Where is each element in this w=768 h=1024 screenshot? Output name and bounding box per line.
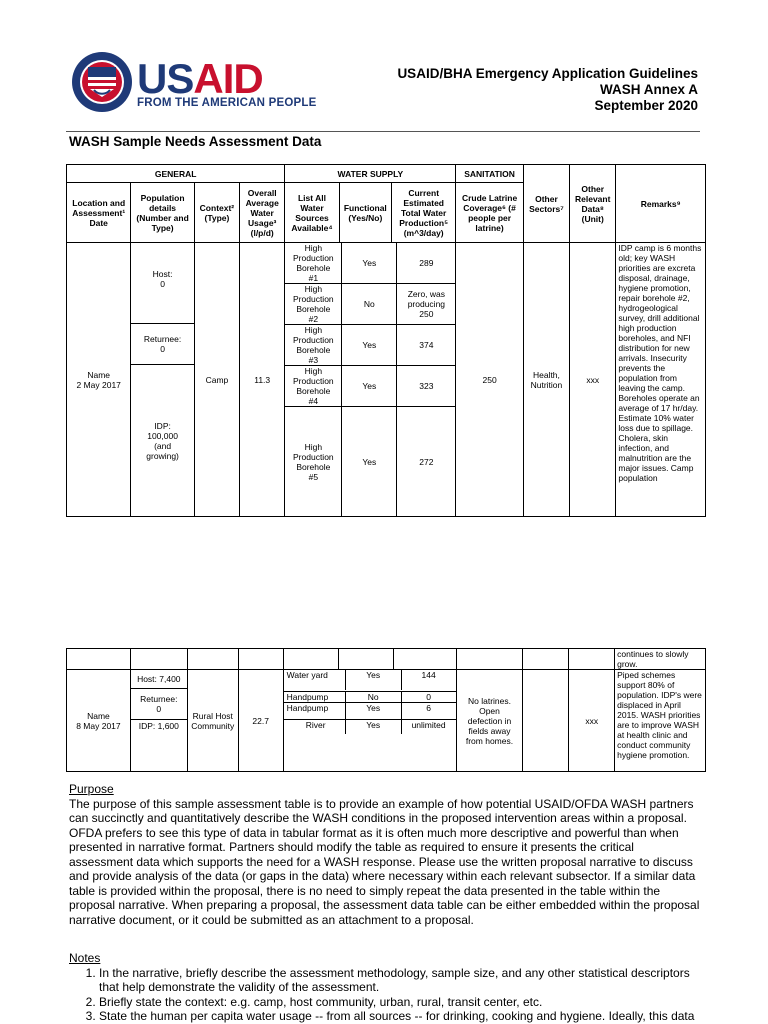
population-idp-2: IDP: 1,600 [131, 719, 187, 732]
cell-other-sectors [523, 243, 569, 517]
header-text [397, 66, 698, 114]
header-line-3: September 2020 [594, 98, 698, 113]
source-functional: Yes [346, 670, 402, 690]
source-functional: Yes [342, 366, 397, 406]
context-value-2: Rural Host Community [191, 710, 235, 731]
population-returnee-2: Returnee: 0 [131, 688, 187, 719]
latrine-value-2: No latrines. Open defection in fields away from homes. [465, 695, 514, 746]
col-production: Current Estimated Total Water Production⁵ (m^3/day) [391, 183, 455, 243]
cell-context-2 [187, 670, 238, 772]
source-row [285, 324, 455, 365]
source-functional: Yes [346, 720, 402, 734]
population-idp: IDP: 100,000 (and growing) [131, 364, 193, 516]
col-location: Location and Assessment¹ Date [67, 183, 131, 243]
page-header [0, 0, 768, 130]
notes-list [69, 966, 701, 1024]
empty-cell [456, 649, 523, 670]
remarks-text: IDP camp is 6 months old; key WASH priorities are excreta disposal, drainage, hygiene promotion, repair borehole #2, hydrogeological survey, drill additional high production boreholes, and NFI distribution for new arrivals. Insecurity prevents the population from leaving the camp. Boreholes operate an average of 17 hr/day. Estimate 10% water loss due to spillage. Cholera, skin infection, and malnutrition are the major issues. Camp population [618, 243, 702, 483]
source-production: 0 [426, 692, 431, 702]
source-row [285, 283, 455, 324]
usaid-seal-icon [71, 51, 133, 113]
source-row [285, 243, 455, 283]
empty-cell [393, 649, 456, 670]
header-line-2: WASH Annex A [599, 82, 698, 97]
notes-heading: Notes [69, 951, 101, 965]
col-latrine: Crude Latrine Coverage⁶ (# people per latrine) [456, 183, 523, 243]
col-other-data: Other Relevant Data⁸ (Unit) [570, 165, 616, 243]
source-functional: Yes [342, 243, 397, 283]
source-name: Handpump [284, 703, 346, 719]
cell-water-usage-2: 22.7 [238, 670, 283, 772]
source-production: 374 [419, 340, 434, 350]
source-row [284, 702, 456, 719]
usaid-logo: USAID [137, 55, 263, 102]
source-row [285, 406, 455, 516]
purpose-paragraph: The purpose of this sample assessment table is to provide an example of how potential USAID/OFDA WASH partners can succinctly and quantitatively describe the WASH conditions in the proposed intervention areas within a proposal. OFDA prefers to see this type of data in tabular format as it is often much more descriptive and powerful than when presented in narrative format. Partners should modify the table as required to ensure it presents the critical assessment data which supports the need for a WASH response. Please use the written proposal narrative to discuss and provide analysis of the data (or gaps in the data) where necessary within each relevant subsector. If a similar data table is provided within the proposal, there is no need to simply repeat the data presented in the table within the proposal narrative. When preparing a proposal, the assessment data table can be either embedded within the proposal narrative document, or it could be submitted as an attachment to a proposal. [69, 796, 700, 927]
cell-location-2 [67, 670, 131, 772]
empty-cell [569, 649, 615, 670]
cell-sources-group [285, 243, 456, 517]
empty-cell [283, 649, 338, 670]
empty-cell [187, 649, 238, 670]
assessment-table-2 [66, 648, 706, 772]
col-sources: List All Water Sources Available⁴ [285, 183, 339, 243]
group-sanitation: SANITATION [456, 165, 523, 183]
location-value-2: Name 8 May 2017 [76, 710, 121, 731]
source-functional: Yes [342, 325, 397, 365]
cell-latrine-2 [456, 670, 523, 772]
source-production: 144 [421, 670, 436, 680]
note-item: 2. Briefly state the context: e.g. camp, host community, urban, rural, transit center, etc. [99, 995, 701, 1010]
source-row [285, 365, 455, 406]
assessment-table-1 [66, 164, 706, 517]
source-functional: Yes [342, 407, 397, 516]
col-water-usage: Overall Average Water Usage³ (l/p/d) [240, 183, 285, 243]
note-item: 1. In the narrative, briefly describe the assessment methodology, sample size, and any other statistical descriptors that help demonstrate the validity of the assessment. [99, 966, 701, 995]
source-name: High Production Borehole #5 [285, 407, 342, 516]
location-value: Name 2 May 2017 [76, 369, 121, 390]
cell-population [131, 243, 194, 517]
cell-location [67, 243, 131, 517]
source-production: 6 [426, 703, 431, 713]
cell-other-data: xxx [570, 243, 616, 517]
empty-cell [338, 649, 393, 670]
cell-other-sectors-2 [523, 670, 569, 772]
source-name: High Production Borehole #1 [285, 243, 342, 283]
source-row [284, 719, 456, 734]
col-remarks: Remarks⁹ [616, 165, 706, 243]
cell-water-usage: 11.3 [240, 243, 285, 517]
source-production: 289 [419, 258, 434, 268]
other-sectors-value: Health, Nutrition [530, 369, 563, 390]
source-production: 272 [419, 456, 434, 467]
source-row [284, 691, 456, 702]
note-item: 3. State the human per capita water usage -- from all sources -- for drinking, cooking and hygiene. Ideally, this data [99, 1009, 701, 1024]
header-line-1: USAID/BHA Emergency Application Guidelines [397, 66, 698, 81]
col-population: Population details (Number and Type) [131, 183, 194, 243]
cell-context: Camp [194, 243, 239, 517]
continued-remarks: continues to slowly grow. [615, 649, 706, 670]
source-name: High Production Borehole #3 [285, 325, 342, 365]
group-water-supply: WATER SUPPLY [285, 165, 456, 183]
cell-remarks-2: Piped schemes support 80% of population. IDP's were displaced in April 2015. WASH priorities are to improve WASH at health clinic and conduct community hygiene promotion. [615, 670, 706, 772]
source-functional: No [346, 692, 402, 702]
population-host-2: Host: 7,400 [137, 674, 181, 684]
source-name: High Production Borehole #4 [285, 366, 342, 406]
source-name: High Production Borehole #2 [285, 284, 342, 324]
empty-cell [523, 649, 569, 670]
population-host: Host: 0 [152, 269, 173, 289]
source-production: unlimited [411, 720, 446, 730]
group-general: GENERAL [67, 165, 285, 183]
col-functional: Functional (Yes/No) [339, 183, 391, 243]
empty-cell [238, 649, 283, 670]
empty-cell [67, 649, 131, 670]
population-returnee: Returnee: 0 [131, 323, 193, 364]
cell-other-data-2: xxx [569, 670, 615, 772]
notes-section [69, 951, 701, 1024]
logo-tagline: FROM THE AMERICAN PEOPLE [137, 97, 317, 109]
header-rule [66, 131, 700, 132]
source-functional: Yes [346, 703, 402, 719]
purpose-heading: Purpose [69, 782, 114, 796]
col-context: Context² (Type) [194, 183, 239, 243]
source-name: Water yard [284, 670, 346, 690]
source-production: Zero, was producing 250 [407, 289, 446, 319]
source-functional: No [342, 284, 397, 324]
empty-cell [130, 649, 187, 670]
source-production: 323 [419, 381, 434, 391]
source-name: Handpump [284, 692, 346, 702]
source-name: River [284, 720, 346, 734]
cell-sources-group-2 [283, 670, 456, 772]
source-row [284, 670, 456, 690]
document-title: WASH Sample Needs Assessment Data [69, 134, 322, 149]
col-other-sectors: Other Sectors⁷ [523, 165, 569, 243]
purpose-section [69, 782, 701, 927]
cell-latrine: 250 [456, 243, 523, 517]
cell-population-2 [130, 670, 187, 772]
cell-remarks [616, 243, 706, 517]
